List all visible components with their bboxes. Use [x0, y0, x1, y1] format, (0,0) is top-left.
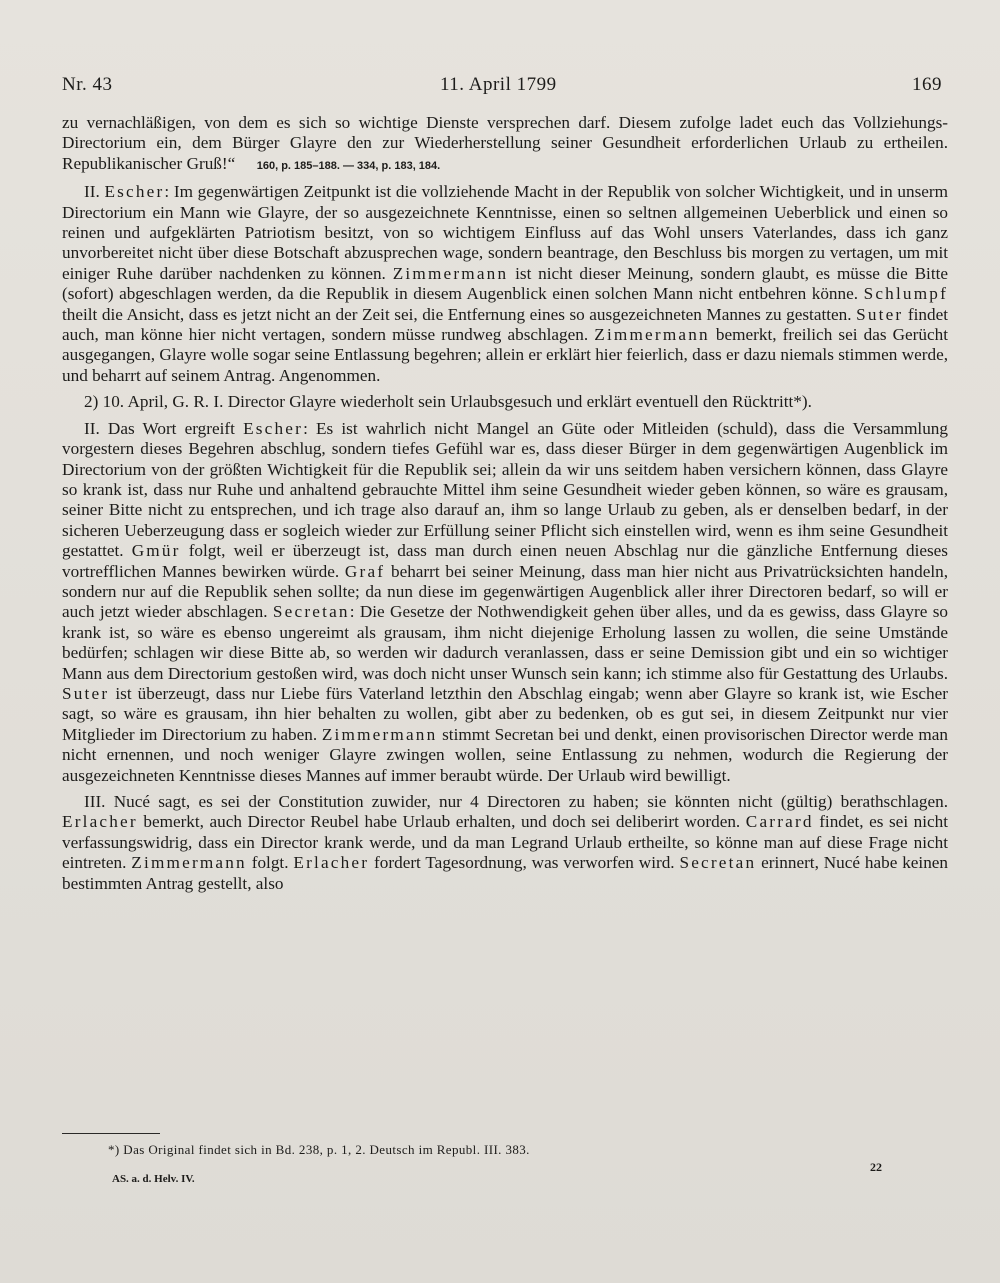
- document-number: Nr. 43: [62, 74, 113, 95]
- paragraph-II-second-session: II. Das Wort ergreift Escher: Es ist wahrlich nicht Mangel an Güte oder Mitleiden (schuld), dass die Versammlung vorgestern dieses Begehren abschlug, sondern tiefes Gefühl war es, dass dieser Bürger in dem gegenwärtigen Augenblick im Directorium von der größten Wichtigkeit für die Republik sei; allein da wir uns seitdem haben versichern können, dass Glayre so krank ist, dass nur Ruhe und anhaltend gebrauchte Mittel ihm seine Gesundheit wieder geben können, so wäre es grausam, seiner Bitte nicht zu entsprechen, und ich trage also darauf an, ihm so lange Urlaub zu geben, als er denselben bedarf, in der sicheren Ueberzeugung dass er sogleich wieder zur Erfüllung seiner Pflicht sich einstellen wird, wenn es ihm seine Gesundheit gestattet. Gmür folgt, weil er überzeugt ist, dass man durch einen neuen Abschlag nur die gänzliche Entfernung dieses vortrefflichen Mannes bewirken würde. Graf beharrt bei seiner Meinung, dass man hier nicht aus Privatrücksichten handeln, sondern nur auf die Republik sehen sollte; da nun diese im gegenwärtigen Augenblick aller ihrer Directoren bedarf, so will er auch jetzt wieder abschlagen. Secretan: Die Gesetze der Nothwendigkeit gehen über alles, und da es gewiss, dass Glayre so krank ist, so wäre es ebenso ungereimt als grausam, ihm nicht diejenige Erholung lassen zu wollen, die seine Umstände bedürfen; schlagen wir diese Bitte ab, so werden wir dadurch veranlassen, dass er seine Demission gibt und ein so wichtiger Mann aus dem Directorium gestoßen wird, was doch nicht unser Wunsch sein kann; ich stimme also für Gestattung des Urlaubs. Suter ist überzeugt, dass nur Liebe fürs Vaterland letzthin den Abschlag eingab; wenn aber Glayre so krank ist, wie Escher sagt, so wäre es grausam, ihn hier behalten zu wollen, gibt aber zu bedenken, ob es gut sei, in diesem Zeitpunkt nur vier Mitglieder im Directorium zu haben. Zimmermann stimmt Secretan bei und denkt, einen provisorischen Director werde man nicht ernennen, und noch weniger Glayre zwingen wollen, seine Entlassung zu nehmen, wodurch die Regierung der ausgezeichneten Kenntnisse dieses Mannes auf immer beraubt würde. Der Urlaub wird bewilligt.: [62, 418, 948, 785]
- paragraph-III: III. Nucé sagt, es sei der Constitution zuwider, nur 4 Directoren zu haben; sie könnten nicht (gültig) berathschlagen. Erlacher bemerkt, auch Director Reubel habe Urlaub erhalten, und doch sei deliberirt worden. Carrard findet, es sei nicht verfassungswidrig, dass ein Director krank werde, und da man Legrand Urlaub ertheilte, so könne man auf diese Frage nicht eintreten. Zimmermann folgt. Erlacher fordert Tagesordnung, was verworfen wird. Secretan erinnert, Nucé habe keinen bestimmten Antrag gestellt, also: [62, 792, 949, 893]
- document-date: 11. April 1799: [440, 74, 557, 95]
- speaker-name: Erlacher: [293, 853, 370, 873]
- page-header: [62, 74, 942, 102]
- speaker-name: Zimmermann: [321, 724, 438, 744]
- page-number: 169: [912, 74, 942, 95]
- sheet-number: 22: [870, 1160, 882, 1174]
- speaker-name: Escher: [243, 418, 304, 438]
- speaker-name: Escher: [104, 182, 165, 202]
- body-text: [62, 113, 948, 900]
- source-reference: 160, p. 185–188. — 334, p. 183, 184.: [256, 159, 441, 172]
- speaker-name: Zimmermann: [594, 325, 710, 345]
- speaker-name: Erlacher: [62, 812, 138, 832]
- paragraph-item-2: 2) 10. April, G. R. I. Director Glayre wiederholt sein Urlaubsgesuch und erklärt eventuell den Rücktritt*).: [84, 392, 812, 412]
- footnote-divider: [62, 1133, 160, 1134]
- speaker-name: Suter: [856, 304, 904, 324]
- signature-mark: AS. a. d. Helv. IV.: [112, 1173, 195, 1185]
- paragraph-continuation: zu vernachläßigen, von dem es sich so wichtige Dienste versprechen darf. Diesem zufolge ladet euch das Vollziehungs-Directorium ein, dem Bürger Glayre den zur Wiederherstellung seiner Gesundheit erforderlichen Urlaub zu ertheilen. Republikanischer Gruß!“ 160, p. 185–188. — 334, p. 183, 184.: [62, 113, 948, 173]
- speaker-name: Carrard: [745, 812, 814, 832]
- speaker-name: Schlumpf: [863, 284, 948, 304]
- speaker-name: Secretan: [679, 853, 757, 873]
- speaker-name: Gmür: [131, 541, 181, 561]
- speaker-name: Secretan: [272, 602, 350, 622]
- speaker-name: Zimmermann: [131, 853, 247, 873]
- paragraph-II-first-session: II. Escher: Im gegenwärtigen Zeitpunkt ist die vollziehende Macht in der Republik von solcher Wichtigkeit, und in unserm Directorium ein Mann wie Glayre, der so ausgezeichnete Kenntnisse, einen so seltnen allgemeinen Ueberblick und einen so reinen und aufgeklärten Patriotism besitzt, von so wichtigem Einfluss auf das Wohl unsers Vaterlandes, dass ich ganz unvorbereitet nicht über diese Botschaft abzusprechen wage, sondern beantrage, den Beschluss bis morgen zu vertagen, um mit einiger Ruhe darüber nachdenken zu können. Zimmermann ist nicht dieser Meinung, sondern glaubt, es müsse die Bitte (sofort) abgeschlagen werden, da die Republik in diesem Augenblick einen solchen Mann nicht entbehren könne. Schlumpf theilt die Ansicht, dass es jetzt nicht an der Zeit sei, die Entfernung eines so ausgezeichneten Mannes zu gestatten. Suter findet auch, man könne hier nicht vertagen, sondern müsse rundweg abschlagen. Zimmermann bemerkt, freilich sei das Gerücht ausgegangen, Glayre wolle sogar seine Entlassung begehren; allein er erklärt hier feierlich, dass er dazu niemals stimmen werde, und beharrt auf seinem Antrag. Angenommen.: [62, 182, 949, 385]
- speaker-name: Graf: [344, 561, 386, 581]
- speaker-name: Zimmermann: [392, 263, 509, 283]
- footnote: *) Das Original findet sich in Bd. 238, p. 1, 2. Deutsch im Republ. III. 383.: [108, 1142, 530, 1157]
- speaker-name: Suter: [62, 683, 110, 703]
